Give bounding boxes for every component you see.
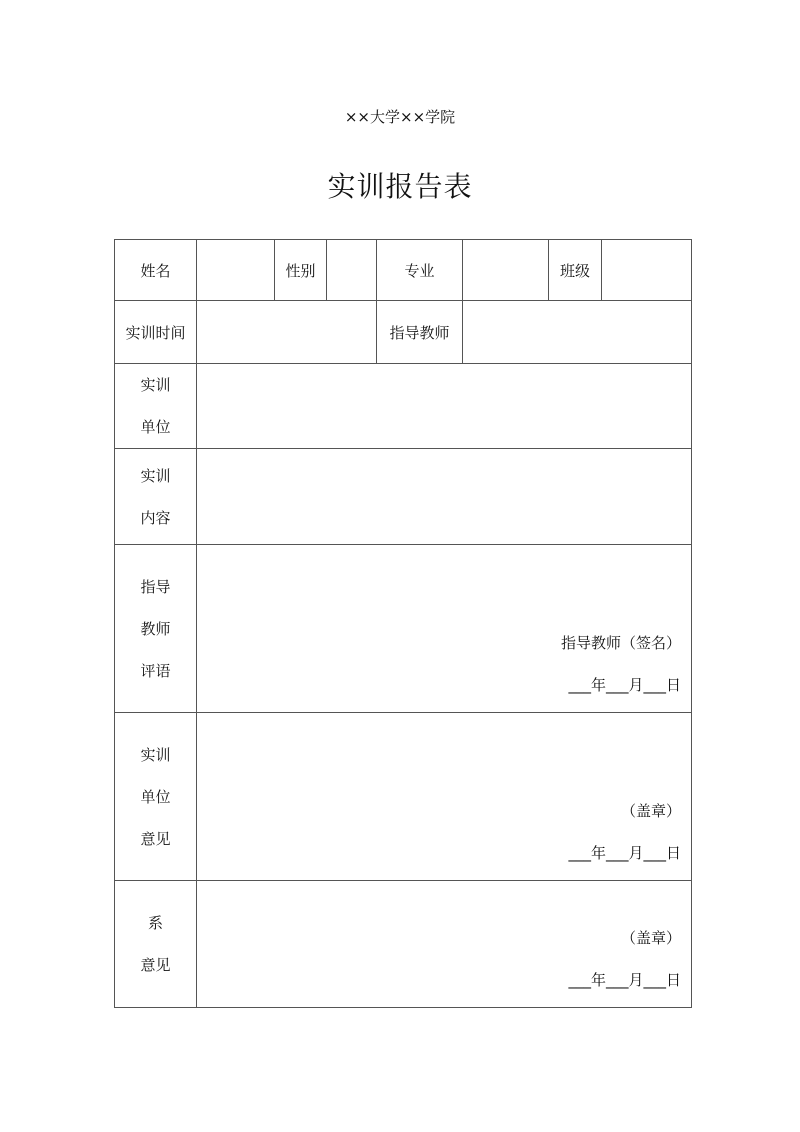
- name-label: 姓名: [115, 240, 197, 301]
- training-content-field[interactable]: [197, 449, 692, 545]
- form-row-teacher-comment: [115, 545, 692, 713]
- unit-opinion-field[interactable]: [197, 713, 692, 881]
- teacher-comment-label: 指导 教师 评语: [115, 545, 197, 713]
- training-unit-label: 实训 单位: [115, 364, 197, 449]
- form-row-content: [115, 449, 692, 545]
- page-title: 实训报告表: [327, 170, 473, 203]
- dept-opinion-label: 系 意见: [115, 881, 197, 1008]
- teacher-comment-date: ___年___月___日: [568, 676, 681, 694]
- school-header: ××大学××学院: [344, 108, 456, 126]
- report-form-table: [114, 239, 692, 1008]
- unit-stamp-label: （盖章）: [620, 802, 681, 820]
- gender-label: 性别: [275, 240, 327, 301]
- form-row-basic-info: [115, 240, 692, 301]
- name-field[interactable]: [197, 240, 275, 301]
- instructor-field[interactable]: [463, 301, 692, 364]
- teacher-signature-label: 指导教师（签名）: [560, 634, 681, 652]
- form-row-dept-opinion: [115, 881, 692, 1008]
- dept-stamp-block: [568, 917, 681, 1001]
- form-row-time-teacher: [115, 301, 692, 364]
- instructor-label: 指导教师: [377, 301, 463, 364]
- teacher-comment-field[interactable]: [197, 545, 692, 713]
- unit-opinion-label: 实训 单位 意见: [115, 713, 197, 881]
- dept-opinion-field[interactable]: [197, 881, 692, 1008]
- teacher-signature-block: [561, 622, 681, 706]
- major-field[interactable]: [463, 240, 549, 301]
- major-label: 专业: [377, 240, 463, 301]
- form-row-unit: [115, 364, 692, 449]
- training-unit-field[interactable]: [197, 364, 692, 449]
- dept-opinion-date: ___年___月___日: [568, 971, 681, 989]
- unit-stamp-block: [568, 790, 681, 874]
- dept-stamp-label: （盖章）: [620, 929, 681, 947]
- class-field[interactable]: [602, 240, 692, 301]
- training-time-label: 实训时间: [115, 301, 197, 364]
- unit-opinion-date: ___年___月___日: [568, 844, 681, 862]
- gender-field[interactable]: [327, 240, 377, 301]
- class-label: 班级: [549, 240, 602, 301]
- training-content-label: 实训 内容: [115, 449, 197, 545]
- training-time-field[interactable]: [197, 301, 377, 364]
- form-row-unit-opinion: [115, 713, 692, 881]
